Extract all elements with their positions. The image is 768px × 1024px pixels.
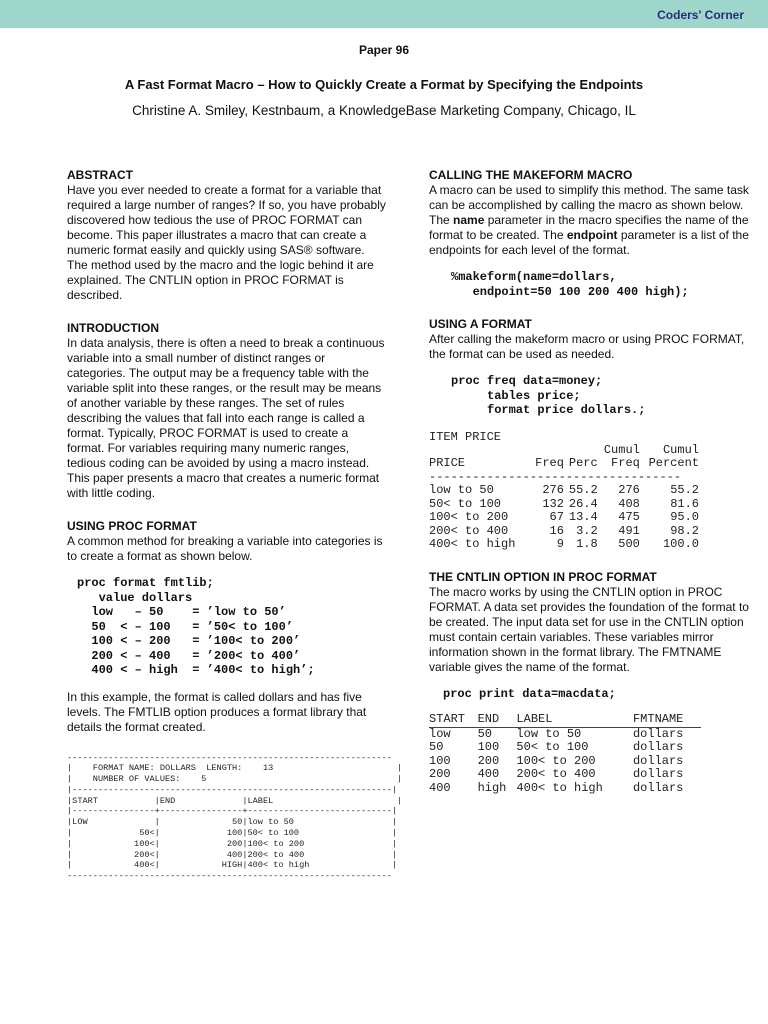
freq-header-row: PRICE Freq Perc Freq Percent [429,456,699,470]
calling-macro-body: A macro can be used to simplify this method. The same task can be accomplished by calling the macro as shown below. The name parameter in the macro specifies the name of the format to be created. The endpoint parameter is a list of the endpoints for each level of the format. [429,183,749,257]
proc-format-code: proc format fmtlib; value dollars low – 50 = ’low to 50’ 50 < – 100 = ’50< to 100’ 100 < – 200 = ’100< to 200’ 200 < – 400 = ’200< to 400’ 400 < – high = ’400< to high’; [77,576,315,677]
calling-macro-heading: CALLING THE MAKEFORM MACRO [429,168,633,182]
introduction-body: In data analysis, there is often a need to break a continuous variable into a small number of distinct ranges or categories. The output may be a frequency table with the variable split into these ranges, or the result may be means of another variable by these ranges. The set of rules describing the values that fall into each range is called a format. Typically, PROC FORMAT is used to create a format. For variables requiring many numeric ranges, tedious coding can be avoided by using a macro instead. This paper presents a macro that creates a numeric format with little coding. [67,336,385,500]
proc-print-code: proc print data=macdata; [443,686,616,701]
fmtlib-output: --------------------------------------------------------------- | FORMAT NAME: DOLLARS LENGTH: 13 | | NUMBER OF VALUES: 5 | |--------------------------------------------------------------| |START |END |LABEL | |----------------+----------------+----------------------------| |LOW | 50|low to 50 | | 50<| 100|50< to 100 | | 100<| 200|100< to 200 | | 200<| 400|200< to 400 | | 400<| HIGH|400< to high | --------------------------------------------------------------- [67,752,403,882]
print-header-row: START END LABEL FMTNAME [429,713,701,727]
cntlin-body: The macro works by using the CNTLIN option in PROC FORMAT. A data set provides the foundation of the format to be created. The input data set for use in the CNTLIN option must contain certain variables. These variables mirror information shown in the format library. The FMTNAME variable gives the name of the format. [429,584,749,674]
using-proc-format-heading: USING PROC FORMAT [67,519,197,533]
paper-title: A Fast Format Macro – How to Quickly Create a Format by Specifying the Endpoints [124,77,644,92]
table-row: 200 400 200< to 400 dollars [429,767,684,781]
introduction-heading: INTRODUCTION [67,321,159,335]
section-tag: Coders' Corner [657,8,744,22]
proc-freq-code: proc freq data=money; tables price; format price dollars.; [451,374,646,417]
freq-table [429,444,699,552]
abstract-body: Have you ever needed to create a format for a variable that required a large number of ranges? If so, you have probably discovered how tedious the use of PROC FORMAT can become. This paper illustrates a macro that can create a numeric format easily and quickly using SAS® software. The method used by the macro and the logic behind it are explained. The CNTLIN option in PROC FORMAT is described. [67,183,386,302]
freq-header-top-row: Cumul Cumul [603,442,699,457]
using-format-body: After calling the makeform macro or using PROC FORMAT, the format can be used as needed. [429,332,745,361]
top-banner [0,0,768,28]
using-format-heading: USING A FORMAT [429,317,532,331]
freq-title: ITEM PRICE [429,429,502,444]
table-row: low 50 low to 50 dollars [429,726,684,741]
table-row: 50< to 100 132 26.4 408 81.6 [429,496,699,511]
table-row: 400 high 400< to high dollars [429,780,684,795]
freq-output [429,430,749,552]
left-column [67,168,403,882]
print-table [429,713,701,795]
makeform-code: %makeform(name=dollars, endpoint=50 100 200 400 high); [451,270,689,299]
right-column [429,168,749,795]
table-row: 100 200 100< to 200 dollars [429,753,684,768]
authors-line: Christine A. Smiley, Kestnbaum, a KnowledgeBase Marketing Company, Chicago, IL [132,103,636,118]
fmtlib-explanation: In this example, the format is called dollars and has five levels. The FMTLIB option produces a format library that details the format created. [67,689,367,734]
table-row: low to 50 276 55.2 276 55.2 [429,483,699,497]
cntlin-heading: THE CNTLIN OPTION IN PROC FORMAT [429,569,657,584]
table-row: 400< to high 9 1.8 500 100.0 [429,537,699,551]
paper-number: Paper 96 [358,43,410,57]
table-row: 50 100 50< to 100 dollars [429,740,684,754]
using-proc-format-body: A common method for breaking a variable into categories is to create a format as shown below. [67,534,383,563]
abstract-heading: ABSTRACT [67,168,133,182]
table-row: 200< to 400 16 3.2 491 98.2 [429,523,699,538]
table-row: 100< to 200 67 13.4 475 95.0 [429,510,699,524]
freq-rule: ----------------------------------- [429,469,682,484]
